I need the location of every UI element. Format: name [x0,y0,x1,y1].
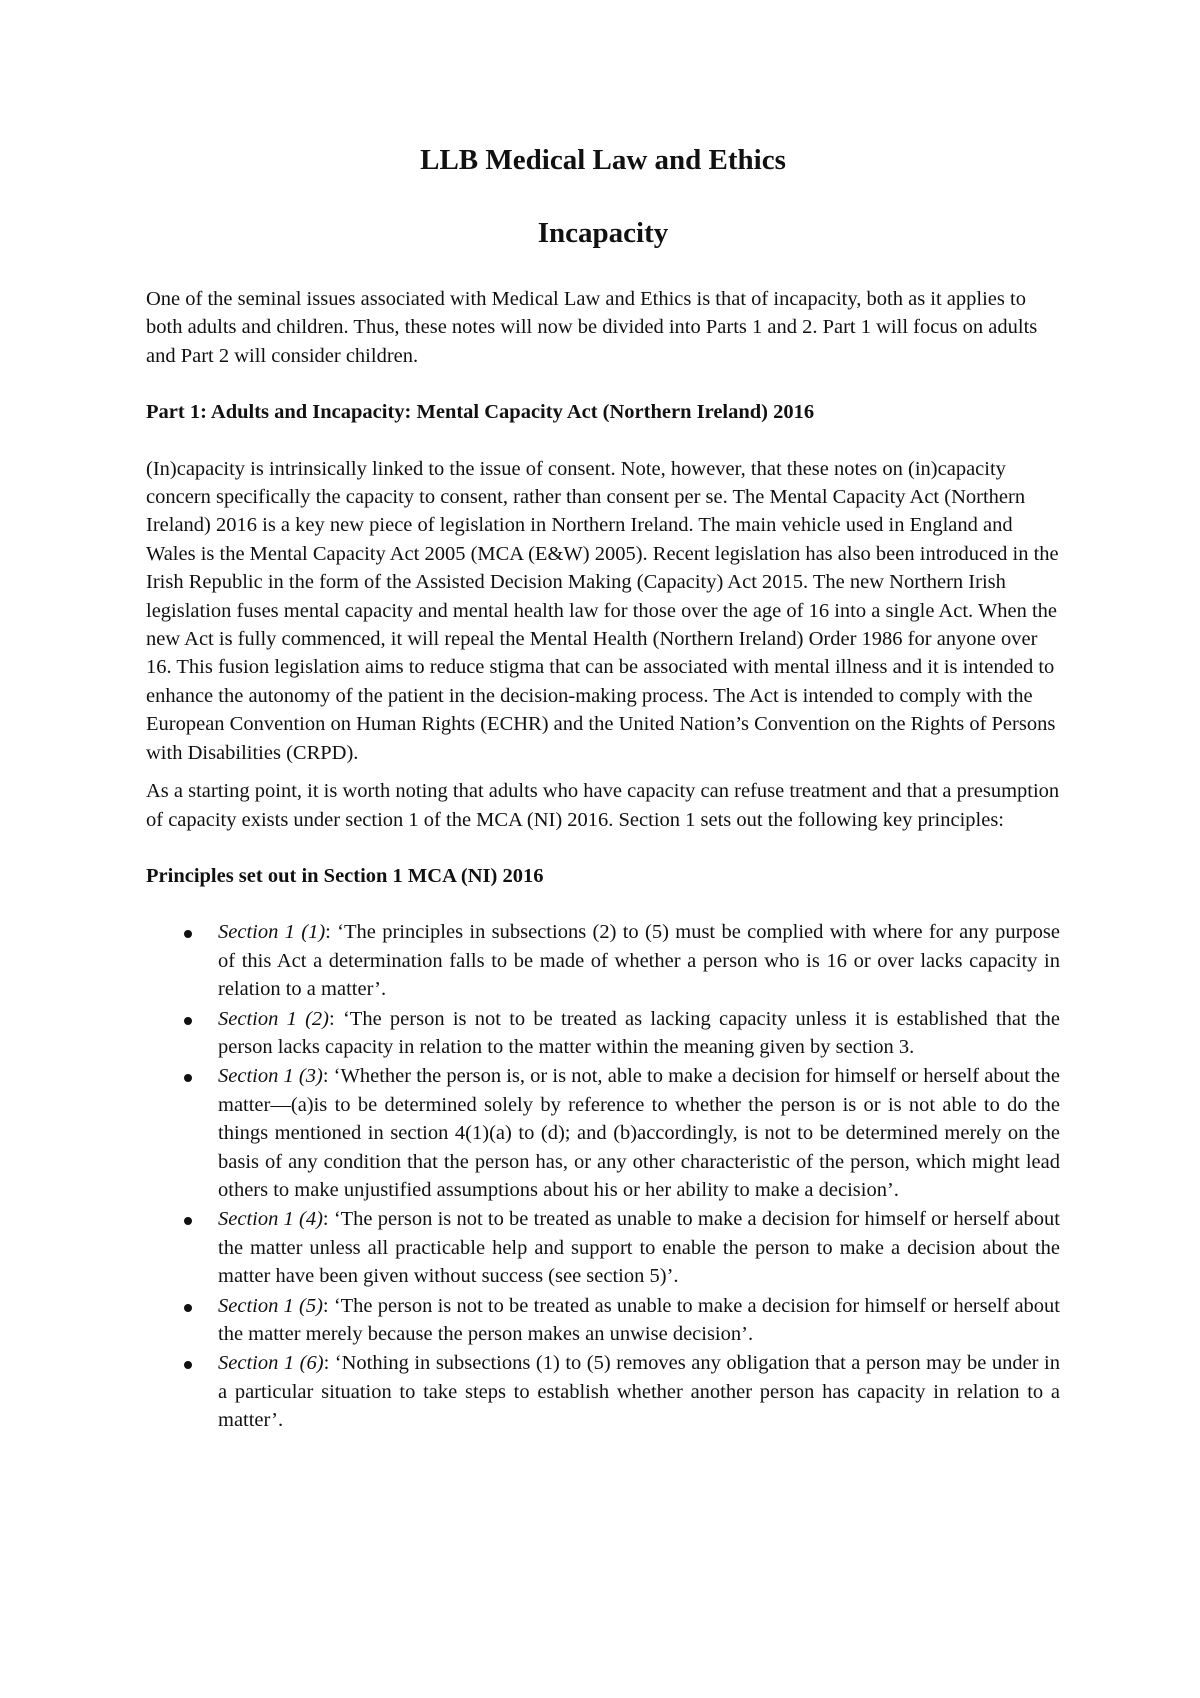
document-subtitle: Incapacity [537,217,669,249]
part1-paragraph-1: (In)capacity is intrinsically linked to the issue of consent. Note, however, that these notes on (in)capacity concern specifically the capacity to consent, rather than consent per se. The Mental Capacity Act (Northern Ireland) 2016 is a key new piece of legislation in Northern Ireland. The main vehicle used in England and Wales is the Mental Capacity Act 2005 (MCA (E&W) 2005). Recent legislation has also been introduced in the Irish Republic in the form of the Assisted Decision Making (Capacity) Act 2015. The new Northern Irish legislation fuses mental capacity and mental health law for those over the age of 16 into a single Act. When the new Act is fully commenced, it will repeal the Mental Health (Northern Ireland) Order 1986 for anyone over 16. This fusion legislation aims to reduce stigma that can be associated with mental illness and it is intended to enhance the autonomy of the patient in the decision-making process. The Act is intended to comply with the European Convention on Human Rights (ECHR) and the United Nation’s Convention on the Rights of Persons with Disabilities (CRPD). [146,457,1059,764]
list-item [146,1349,1060,1434]
part1-paragraph-2: As a starting point, it is worth noting that adults who have capacity can refuse treatment and that a presumption of capacity exists under section 1 of the MCA (NI) 2016. Section 1 sets out the following key principles: [146,780,1060,831]
principle-text: : ‘Whether the person is, or is not, able to make a decision for himself or herself about the matter—(a)is to be determined solely by reference to whether the person is or is not able to do the things mentioned in section 4(1)(a) to (d); and (b)accordingly, is not to be determined merely on the basis of any condition that the person has, or any other characteristic of the person, which might lead others to make unjustified assumptions about his or her ability to make a decision’. [218,1065,1060,1201]
document-title: LLB Medical Law and Ethics [420,144,786,176]
section-reference: Section 1 (5) [218,1294,323,1317]
principle-text: : ‘The person is not to be treated as lacking capacity unless it is established that the person lacks capacity in relation to the matter within the meaning given by section 3. [218,1007,1060,1058]
bullet-icon [184,930,192,938]
principle-text: : ‘The person is not to be treated as unable to make a decision for himself or herself about the matter merely because the person makes an unwise decision’. [218,1294,1060,1345]
part1-heading: Part 1: Adults and Incapacity: Mental Capacity Act (Northern Ireland) 2016 [146,401,815,424]
principles-heading: Principles set out in Section 1 MCA (NI) 2016 [146,864,544,887]
principle-text: : ‘The principles in subsections (2) to (5) must be complied with where for any purpose of this Act a determination falls to be made of whether a person who is 16 or over lacks capacity in relation to a matter’. [218,921,1060,1001]
list-item [146,1292,1060,1349]
bullet-icon [184,1304,192,1312]
list-item [146,1005,1060,1062]
principle-text: : ‘The person is not to be treated as unable to make a decision for himself or herself about the matter unless all practicable help and support to enable the person to make a decision about the matter have been given without success (see section 5)’. [218,1208,1060,1288]
principle-text: : ‘Nothing in subsections (1) to (5) removes any obligation that a person may be under in a particular situation to take steps to establish whether another person has capacity in relation to a matter’. [218,1352,1060,1432]
bullet-icon [184,1361,192,1369]
bullet-icon [184,1217,192,1225]
section-reference: Section 1 (6) [218,1352,324,1375]
principles-list [146,918,1060,1434]
bullet-icon [184,1074,192,1082]
bullet-icon [184,1017,192,1025]
section-reference: Section 1 (1) [218,921,326,944]
list-item [146,918,1060,1003]
section-reference: Section 1 (3) [218,1065,323,1088]
list-item [146,1062,1060,1204]
section-reference: Section 1 (2) [218,1007,330,1030]
list-item [146,1205,1060,1290]
document-page [146,140,1060,1436]
section-reference: Section 1 (4) [218,1208,323,1231]
intro-paragraph: One of the seminal issues associated with Medical Law and Ethics is that of incapacity, both as it applies to both adults and children. Thus, these notes will now be divided into Parts 1 and 2. Part 1 will focus on adults and Part 2 will consider children. [146,288,1038,367]
